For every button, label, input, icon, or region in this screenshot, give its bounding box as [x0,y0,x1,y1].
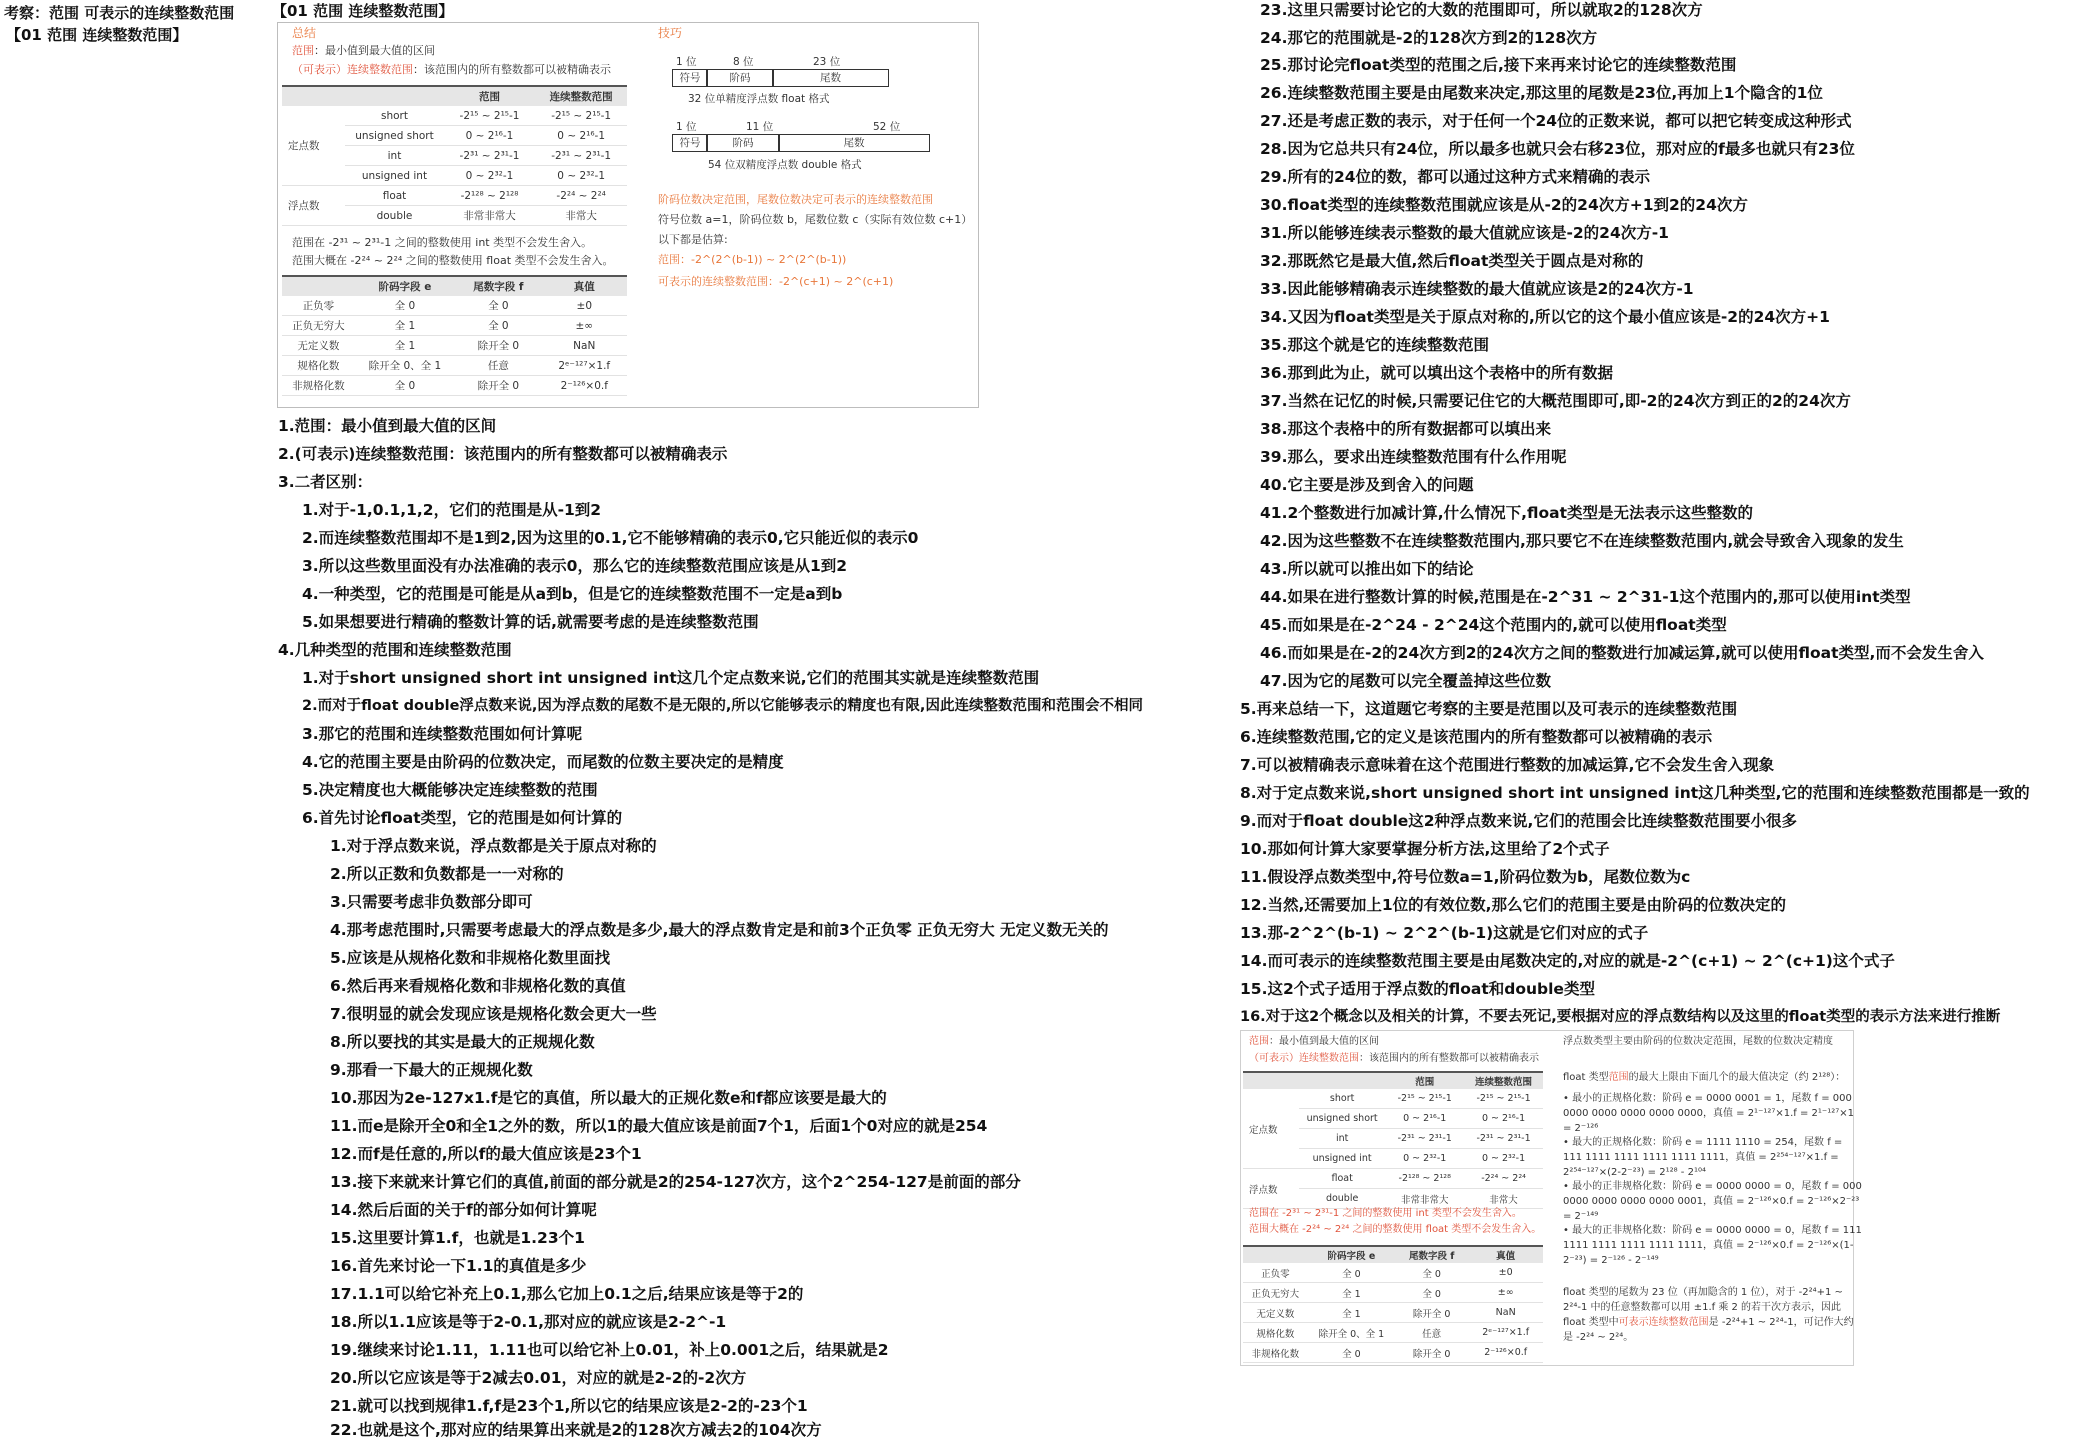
list-item: 37.当然在记忆的时候,只需要记住它的大概范围即可,即-2的24次方到正的2的24次方 [1260,392,1851,410]
tip-assume: 符号位数 a=1，阶码位数 b，尾数位数 c（实际有效位数 c+1） [658,213,973,226]
list-item: 4.那考虑范围时,只需要考虑最大的浮点数是多少,最大的浮点数肯定是和前3个正负零 正负无穷大 无定义数无关的 [330,921,1109,939]
list-item: 27.还是考虑正数的表示，对于任何一个24位的正数来说，都可以把它转变成这种形式 [1260,112,1852,130]
table-row: unsigned int 0 ~ 2³²-1 0 ~ 2³²-1 [282,166,627,186]
table-row: unsigned short 0 ~ 2¹⁶-1 0 ~ 2¹⁶-1 [282,126,627,146]
table-row: 非规格化数 全 0 除开全 0 2⁻¹²⁶×0.f [282,376,627,396]
list-item: 33.因此能够精确表示连续整数的最大值就应该是2的24次方-1 [1260,280,1694,298]
list-item: 34.又因为float类型是关于原点对称的,所以它的这个最小值应该是-2的24次方+1 [1260,308,1830,326]
list-item: 46.而如果是在-2的24次方到2的24次方之间的整数进行加减运算,就可以使用float类型,而不会发生舍入 [1260,644,1984,662]
list-item: 15.这2个式子适用于浮点数的float和double类型 [1240,980,1595,998]
list-item: 2.而对于float double浮点数来说,因为浮点数的尾数不是无限的,所以它能够表示的精度也有限,因此连续整数范围和范围会不相同 [302,698,1143,714]
range-definition: 范围：最小值到最大值的区间 [1249,1036,1379,1047]
list-item: 29.所有的24位的数，都可以通过这种方式来精确的表示 [1260,168,1651,186]
list-item: • 最大的正规格化数：阶码 e = 1111 1110 = 254，尾数 f = 111 1111 1111 1111 1111 1111，真值 = 2²⁵⁴⁻¹²⁷×1.f = 2²⁵⁴⁻¹²⁷×(2-2⁻²³) = 2¹²⁸ - 2¹⁰⁴ [1563,1137,1843,1178]
list-item: 10.那如何计算大家要掌握分析方法,这里给了2个式子 [1240,840,1610,858]
list-item: 3.那它的范围和连续整数范围如何计算呢 [302,725,583,743]
list-item: 1.对于浮点数来说，浮点数都是关于原点对称的 [330,837,657,855]
list-item: 17.1.1可以给它补充上0.1,那么它加上0.1之后,结果应该是等于2的 [330,1285,804,1303]
int-note: 范围在 -2³¹ ~ 2³¹-1 之间的整数使用 int 类型不会发生舍入。 [1249,1208,1522,1219]
exam-topic: 考察：范围 可表示的连续整数范围 [4,4,235,22]
list-item: 41.2个整数进行加减计算,什么情况下,float类型是无法表示这些整数的 [1260,504,1754,522]
float-analysis-title: 浮点数类型主要由阶码的位数决定范围，尾数的位数决定精度 [1563,1036,1833,1047]
list-item: 5.如果想要进行精确的整数计算的话,就需要考虑的是连续整数范围 [302,613,759,631]
list-item: 24.那它的范围就是-2的128次方到2的128次方 [1260,29,1598,47]
list-item: 14.然后后面的关于f的部分如何计算呢 [330,1201,597,1219]
table-row: unsigned int 0 ~ 2³²-1 0 ~ 2³²-1 [1243,1149,1543,1169]
table-row: 无定义数 全 1 除开全 0 NaN [282,336,627,356]
float-continuous-summary: float 类型的尾数为 23 位（再加隐含的 1 位），对于 -2²⁴+1 ~ 2²⁴-1 中的任意整数都可以用 ±1.f 乘 2 的若干次方表示，因此 float 类型中可表示连续整数范围是 -2²⁴+1 ~ 2²⁴-1，可记作大约是 -2²⁴ ~ 2²⁴。 [1563,1287,1854,1343]
float-note: 范围大概在 -2²⁴ ~ 2²⁴ 之间的整数使用 float 类型不会发生舍入。 [1249,1224,1542,1235]
list-item: 16.对于这2个概念以及相关的计算，不要去死记,要根据对应的浮点数结构以及这里的float类型的表示方法来进行推断 [1240,1009,2001,1025]
table-row: unsigned short 0 ~ 2¹⁶-1 0 ~ 2¹⁶-1 [1243,1109,1543,1129]
list-item: 6.首先讨论float类型，它的范围是如何计算的 [302,809,623,827]
list-item: 13.接下来就来计算它们的真值,前面的部分就是2的254-127次方，这个2^254-127是前面的部分 [330,1173,1021,1191]
list-item: 21.就可以找到规律1.f,f是23个1,所以它的结果应该是2-2的-23个1 [330,1397,808,1415]
table-row: int -2³¹ ~ 2³¹-1 -2³¹ ~ 2³¹-1 [1243,1129,1543,1149]
list-item: 15.这里要计算1.f，也就是1.23个1 [330,1229,585,1247]
table-row: 非规格化数 全 0 除开全 0 2⁻¹²⁶×0.f [1243,1343,1543,1363]
list-item: 13.那-2^2^(b-1) ~ 2^2^(b-1)这就是它们对应的式子 [1240,924,1649,942]
list-item: 23.这里只需要讨论它的大数的范围即可，所以就取2的128次方 [1260,1,1703,19]
summary-figure: 总结 范围：最小值到最大值的区间 （可表示）连续整数范围：该范围内的所有整数都可以被精确表示 范围 连续整数范围 定点数 short -2¹⁵ ~ 2¹⁵-1 -2¹⁵ ~ 2¹⁵-1 unsigned short 0 ~ 2¹⁶-1 0 ~ 2¹⁶-1 int -2³¹ ~ 2³¹-1 -2³¹ ~ 2³¹-1 unsigned int 0 ~ 2³²-1 0 ~ 2³²-1 浮点数 float -2¹²⁸ ~ 2¹²⁸ -2²⁴ ~ 2²⁴ double 非常非常大 非常大 范围在 -2³¹ ~ 2³¹-1 之间的整数使用 int 类型不会发生舍入。 范围大概在 -2²⁴ ~ 2²⁴ 之间的整数使用 float 类型不会发生舍入。 阶码字段 e 尾数字段 f 真值 正负零 全 0 全 0 ±0 正负无穷大 全 1 全 0 ±∞ 无定义数 全 1 除开全 0 NaN 规格化数 除开全 0、全 1 任意 2ᵉ⁻¹²⁷×1.f 非规格化数 全 0 除开全 0 2⁻¹²⁶×0.f 技巧 1 位 8 位 23 位 符号 阶码 尾数 32 位单精度浮点数 float 格式 1 位 11 位 52 位 符号 阶码 尾数 54 位双精度浮点数 double 格式 阶码位数决定范围，尾数位数决定可表示的连续整数范围 符号位数 a=1，阶码位数 b，尾数位数 c（实际有效位数 c+1） 以下都是估算: 范围：-2^(2^(b-1)) ~ 2^(2^(b-1)) 可表示的连续整数范围：-2^(c+1) ~ 2^(c+1) [277,22,979,408]
list-item: 19.继续来讨论1.11，1.11也可以给它补上0.01，补上0.001之后，结果就是2 [330,1341,889,1359]
float-note: 范围大概在 -2²⁴ ~ 2²⁴ 之间的整数使用 float 类型不会发生舍入。 [292,254,614,267]
float-analysis-figure [1240,1030,1862,1366]
list-item: 16.首先来讨论一下1.1的真值是多少 [330,1257,587,1275]
special-values-table: 阶码字段 e 尾数字段 f 真值 正负零 全 0 全 0 ±0 正负无穷大 全 1 全 0 ±∞ 无定义数 全 1 除开全 0 NaN 规格化数 除开全 0、全 1 任意 2ᵉ⁻¹²⁷×1.f 非规格化数 全 0 除开全 0 2⁻¹²⁶×0.f [282,275,627,396]
list-item: 31.所以能够连续表示整数的最大值就应该是-2的24次方-1 [1260,224,1669,242]
list-item: 30.float类型的连续整数范围就应该是从-2的24次方+1到2的24次方 [1260,196,1748,214]
list-item: • 最小的正规格化数：阶码 e = 0000 0001 = 1，尾数 f = 000 0000 0000 0000 0000 0000，真值 = 2¹⁻¹²⁷×1.f = 2¹⁻¹²⁷×1 = 2⁻¹²⁶ [1563,1093,1854,1134]
list-item: 4.它的范围主要是由阶码的位数决定，而尾数的位数主要决定的是精度 [302,753,784,771]
list-item: 25.那讨论完float类型的范围之后,接下来再来讨论它的连续整数范围 [1260,56,1737,74]
table-row: 正负无穷大 全 1 全 0 ±∞ [282,316,627,336]
list-item: 14.而可表示的连续整数范围主要是由尾数决定的,对应的就是-2^(c+1) ~ 2^(c+1)这个式子 [1240,952,1895,970]
list-item: 3.二者区别： [278,473,373,491]
table-row: 规格化数 除开全 0、全 1 任意 2ᵉ⁻¹²⁷×1.f [1243,1323,1543,1343]
list-item: 6.然后再来看规格化数和非规格化数的真值 [330,977,626,995]
float-range-intro: float 类型范围的最大上限由下面几个的最大值决定（约 2¹²⁸）： [1563,1072,1846,1083]
table-row: double 非常非常大 非常大 [282,206,627,226]
range-table: 范围 连续整数范围 定点数 short -2¹⁵ ~ 2¹⁵-1 -2¹⁵ ~ 2¹⁵-1 unsigned short 0 ~ 2¹⁶-1 0 ~ 2¹⁶-1 int -2³¹ ~ 2³¹-1 -2³¹ ~ 2³¹-1 unsigned int 0 ~ 2³²-1 0 ~ 2³²-1 浮点数 float -2¹²⁸ ~ 2¹²⁸ -2²⁴ ~ 2²⁴ double 非常非常大 非常大 [1243,1071,1543,1209]
section-title-top: 【01 范围 连续整数范围】 [272,2,454,20]
list-item: 22.也就是这个,那对应的结果算出来就是2的128次方减去2的104次方 [330,1421,822,1439]
list-item: 4.几种类型的范围和连续整数范围 [278,641,512,659]
list-item: 42.因为这些整数不在连续整数范围内,那只要它不在连续整数范围内,就会导致舍入现象的发生 [1260,532,1904,550]
continuous-range-definition: （可表示）连续整数范围：该范围内的所有整数都可以被精确表示 [292,63,611,76]
tip-estimate: 以下都是估算: [658,233,728,246]
tip-range: 范围：-2^(2^(b-1)) ~ 2^(2^(b-1)) [658,253,847,266]
list-item: 12.而f是任意的,所以f的最大值应该是23个1 [330,1145,642,1163]
list-item: 45.而如果是在-2^24 - 2^24这个范围内的,就可以使用float类型 [1260,616,1727,634]
table-row: 规格化数 除开全 0、全 1 任意 2ᵉ⁻¹²⁷×1.f [282,356,627,376]
list-item: 9.而对于float double这2种浮点数来说,它们的范围会比连续整数范围要小很多 [1240,812,1797,830]
table-row: double 非常非常大 非常大 [1243,1189,1543,1209]
table-row: 正负零 全 0 全 0 ±0 [1243,1263,1543,1283]
table-row: 正负无穷大 全 1 全 0 ±∞ [1243,1283,1543,1303]
list-item: 1.对于short unsigned short int unsigned int这几个定点数来说,它们的范围其实就是连续整数范围 [302,669,1040,687]
list-item: 18.所以1.1应该是等于2-0.1,那对应的就应该是2-2^-1 [330,1313,727,1331]
summary-title: 总结 [292,26,317,40]
list-item: 1.对于-1,0.1,1,2，它们的范围是从-1到2 [302,501,602,519]
list-item: 28.因为它总共只有24位，所以最多也就只会右移23位，那对应的f最多也就只有23位 [1260,140,1855,158]
list-item: 4.一种类型，它的范围是可能是从a到b，但是它的连续整数范围不一定是a到b [302,585,843,603]
range-definition: 范围：最小值到最大值的区间 [292,44,435,57]
list-item: 39.那么，要求出连续整数范围有什么作用呢 [1260,448,1567,466]
table-row: int -2³¹ ~ 2³¹-1 -2³¹ ~ 2³¹-1 [282,146,627,166]
list-item: 7.可以被精确表示意味着在这个范围进行整数的加减运算,它不会发生舍入现象 [1240,756,1775,774]
list-item: • 最大的正非规格化数：阶码 e = 0000 0000 = 0，尾数 f = 111 1111 1111 1111 1111 1111，真值 = 2⁻¹²⁶×0.f = 2⁻¹²⁶×(1-2⁻²³) = 2⁻¹²⁶ - 2⁻¹⁴⁹ [1563,1225,1862,1266]
list-item: 36.那到此为止，就可以填出这个表格中的所有数据 [1260,364,1613,382]
tips-title: 技巧 [658,26,683,40]
list-item: • 最小的正非规格化数：阶码 e = 0000 0000 = 0，尾数 f = 000 0000 0000 0000 0000 0001，真值 = 2⁻¹²⁶×0.f = 2⁻¹²⁶×2⁻²³ = 2⁻¹⁴⁹ [1563,1181,1862,1222]
table-row: 浮点数 float -2¹²⁸ ~ 2¹²⁸ -2²⁴ ~ 2²⁴ [1243,1169,1543,1189]
int-note: 范围在 -2³¹ ~ 2³¹-1 之间的整数使用 int 类型不会发生舍入。 [292,236,593,249]
section-title-left: 【01 范围 连续整数范围】 [6,26,188,44]
list-item: 44.如果在进行整数计算的时候,范围是在-2^31 ~ 2^31-1这个范围内的,那可以使用int类型 [1260,588,1911,606]
list-item: 1.范围：最小值到最大值的区间 [278,417,497,435]
list-item: 26.连续整数范围主要是由尾数来决定,那这里的尾数是23位,再加上1个隐含的1位 [1260,84,1823,102]
table-row: 定点数 short -2¹⁵ ~ 2¹⁵-1 -2¹⁵ ~ 2¹⁵-1 [1243,1089,1543,1109]
special-values-table: 阶码字段 e 尾数字段 f 真值 正负零 全 0 全 0 ±0 正负无穷大 全 1 全 0 ±∞ 无定义数 全 1 除开全 0 NaN 规格化数 除开全 0、全 1 任意 2ᵉ⁻¹²⁷×1.f 非规格化数 全 0 除开全 0 2⁻¹²⁶×0.f [1243,1245,1543,1363]
list-item: 12.当然,还需要加上1位的有效位数,那么它们的范围主要是由阶码的位数决定的 [1240,896,1787,914]
list-item: 10.那因为2e-127x1.f是它的真值，所以最大的正规化数e和f都应该要是最大的 [330,1089,887,1107]
list-item: 40.它主要是涉及到舍入的问题 [1260,476,1474,494]
range-table: 范围 连续整数范围 定点数 short -2¹⁵ ~ 2¹⁵-1 -2¹⁵ ~ 2¹⁵-1 unsigned short 0 ~ 2¹⁶-1 0 ~ 2¹⁶-1 int -2³¹ ~ 2³¹-1 -2³¹ ~ 2³¹-1 unsigned int 0 ~ 2³²-1 0 ~ 2³²-1 浮点数 float -2¹²⁸ ~ 2¹²⁸ -2²⁴ ~ 2²⁴ double 非常非常大 非常大 [282,85,627,226]
list-item: 8.对于定点数来说,short unsigned short int unsigned int这几种类型,它的范围和连续整数范围都是一致的 [1240,784,2030,802]
list-item: 2.而连续整数范围却不是1到2,因为这里的0.1,它不能够精确的表示0,它只能近似的表示0 [302,529,919,547]
table-row: 浮点数 float -2¹²⁸ ~ 2¹²⁸ -2²⁴ ~ 2²⁴ [282,186,627,206]
list-item: 5.决定精度也大概能够决定连续整数的范围 [302,781,598,799]
table-row: 正负零 全 0 全 0 ±0 [282,296,627,316]
list-item: 47.因为它的尾数可以完全覆盖掉这些位数 [1260,672,1551,690]
list-item: 2.所以正数和负数都是一一对称的 [330,865,564,883]
tip-continuous-range: 可表示的连续整数范围：-2^(c+1) ~ 2^(c+1) [658,275,894,288]
list-item: 7.很明显的就会发现应该是规格化数会更大一些 [330,1005,657,1023]
table-row: 定点数 short -2¹⁵ ~ 2¹⁵-1 -2¹⁵ ~ 2¹⁵-1 [282,106,627,126]
list-item: 20.所以它应该是等于2减去0.01，对应的就是2-2的-2次方 [330,1369,747,1387]
list-item: 11.而e是除开全0和全1之外的数，所以1的最大值应该是前面7个1，后面1个0对应的就是254 [330,1117,988,1135]
table-row: 无定义数 全 1 除开全 0 NaN [1243,1303,1543,1323]
list-item: 6.连续整数范围,它的定义是该范围内的所有整数都可以被精确的表示 [1240,728,1713,746]
list-item: 8.所以要找的其实是最大的正规规化数 [330,1033,595,1051]
list-item: 2.(可表示)连续整数范围：该范围内的所有整数都可以被精确表示 [278,445,728,463]
tip-red: 阶码位数决定范围，尾数位数决定可表示的连续整数范围 [658,193,933,206]
list-item: 3.所以这些数里面没有办法准确的表示0，那么它的连续整数范围应该是从1到2 [302,557,848,575]
list-item: 32.那既然它是最大值,然后float类型关于圆点是对称的 [1260,252,1644,270]
continuous-range-definition: （可表示）连续整数范围：该范围内的所有整数都可以被精确表示 [1249,1053,1539,1064]
list-item: 11.假设浮点数类型中,符号位数a=1,阶码位数为b，尾数位数为c [1240,868,1691,886]
list-item: 38.那这个表格中的所有数据都可以填出来 [1260,420,1551,438]
list-item: 35.那这个就是它的连续整数范围 [1260,336,1489,354]
list-item: 43.所以就可以推出如下的结论 [1260,560,1474,578]
list-item: 9.那看一下最大的正规规化数 [330,1061,533,1079]
list-item: 5.再来总结一下，这道题它考察的主要是范围以及可表示的连续整数范围 [1240,700,1738,718]
list-item: 3.只需要考虑非负数部分即可 [330,893,533,911]
list-item: 5.应该是从规格化数和非规格化数里面找 [330,949,611,967]
